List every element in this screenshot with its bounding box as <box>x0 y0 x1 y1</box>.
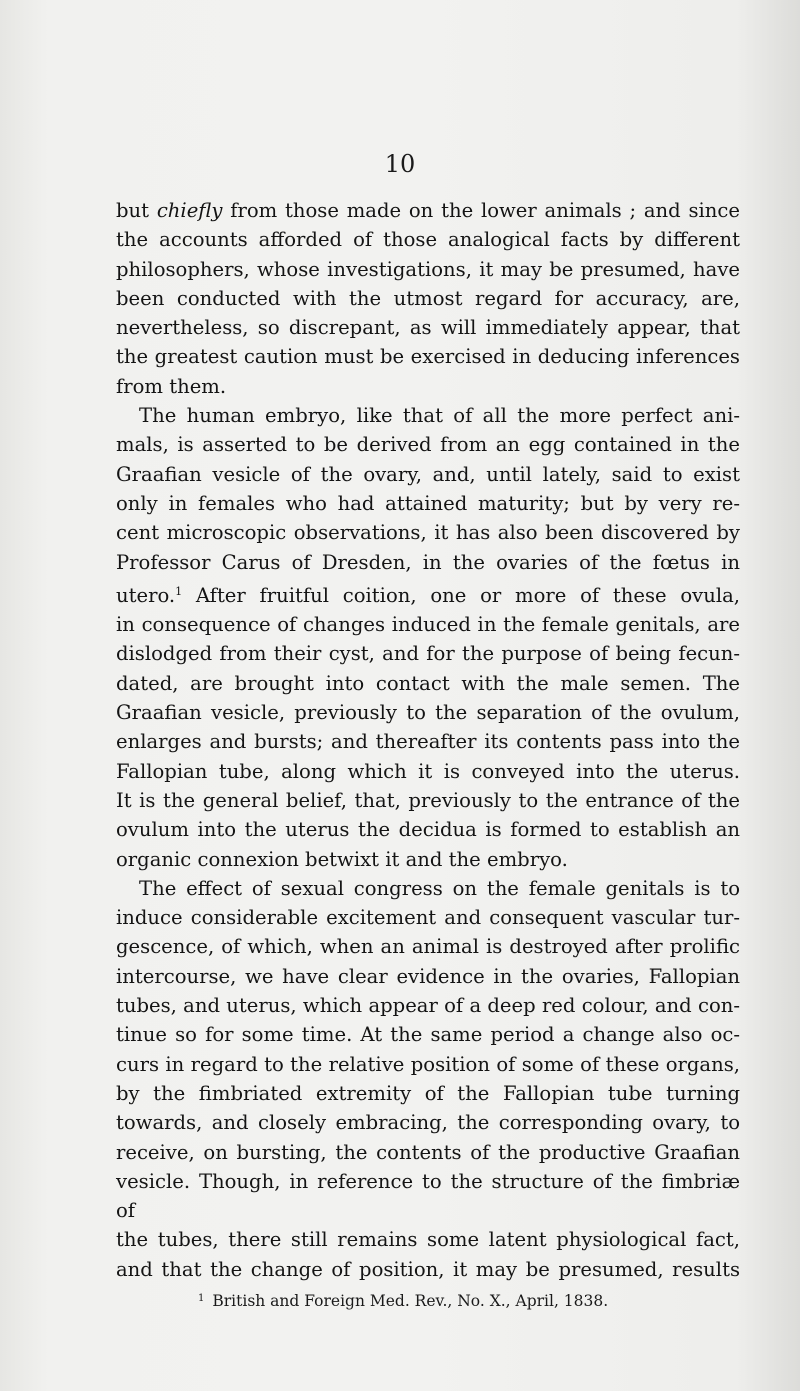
footnote-reference[interactable]: 1 <box>175 584 183 598</box>
emphasis-chiefly: chiefly <box>156 199 223 222</box>
text-line: It is the general belief, that, previously to the entrance of the <box>116 788 740 812</box>
text-line: Graafian vesicle, previously to the separation of the ovulum, <box>116 701 740 725</box>
text-line: enlarges and bursts; and thereafter its contents pass into the <box>116 730 740 754</box>
text-line: The effect of sexual congress on the female genitals is to <box>139 876 740 900</box>
text-line: dislodged from their cyst, and for the purpose of being fecun- <box>116 642 740 666</box>
text-line: induce considerable excitement and consequent vascular tur- <box>116 906 740 930</box>
body-text <box>116 196 740 1284</box>
text-line: nevertheless, so discrepant, as will immediately appear, that <box>116 316 740 340</box>
page-number: 10 <box>384 150 416 178</box>
text-line: only in females who had attained maturity; but by very re- <box>116 491 740 515</box>
footnote <box>198 1289 678 1311</box>
text-line: tinue so for some time. At the same period a change also oc- <box>116 1023 740 1047</box>
text-line: dated, are brought into contact with the male semen. The <box>116 671 740 695</box>
text-line: utero.$^1$ After fruitful coition, one or more of these ovula, <box>116 583 740 607</box>
paragraph-3 <box>116 874 740 1284</box>
text-line: and that the change of position, it may be presumed, results <box>116 1257 740 1281</box>
text-line: by the fimbriated extremity of the Fallopian tube turning <box>116 1081 740 1105</box>
text-line: vesicle. Though, in reference to the structure of the fimbriæ of <box>116 1169 740 1223</box>
text-line: the accounts afforded of those analogical facts by different <box>116 228 740 252</box>
text-line: intercourse, we have clear evidence in the ovaries, Fallopian <box>116 964 740 988</box>
text-line: receive, on bursting, the contents of the productive Graafian <box>116 1140 740 1164</box>
text-line: the tubes, there still remains some latent physiological fact, <box>116 1228 740 1252</box>
text-line: from them. <box>116 374 227 398</box>
text-line: The human embryo, like that of all the more perfect ani- <box>139 404 740 428</box>
text-line: Professor Carus of Dresden, in the ovaries of the fœtus in <box>116 550 740 574</box>
text-line: but chiefly from those made on the lower animals ; and since <box>116 199 740 222</box>
text-line: organic connexion betwixt it and the embryo. <box>116 847 568 871</box>
text-line: cent microscopic observations, it has also been discovered by <box>116 521 740 545</box>
footnote-text: British and Foreign Med. Rev., No. X., April, 1838. <box>212 1292 609 1310</box>
text-line: Fallopian tube, along which it is conveyed into the uterus. <box>116 759 740 783</box>
text-line: in consequence of changes induced in the female genitals, are <box>116 613 740 637</box>
text-line: tubes, and uterus, which appear of a deep red colour, and con- <box>116 994 740 1018</box>
text-line: gescence, of which, when an animal is destroyed after prolific <box>116 935 740 959</box>
text-line: the greatest caution must be exercised in deducing inferences <box>116 345 740 369</box>
text-line: been conducted with the utmost regard for accuracy, are, <box>116 286 740 310</box>
paragraph-2 <box>116 401 740 874</box>
text-line: philosophers, whose investigations, it may be presumed, have <box>116 257 740 281</box>
text-line: Graafian vesicle of the ovary, and, until lately, said to exist <box>116 462 740 486</box>
text-line: towards, and closely embracing, the corresponding ovary, to <box>116 1111 740 1135</box>
text-line: curs in regard to the relative position of some of these organs, <box>116 1052 740 1076</box>
text-line: ovulum into the uterus the decidua is formed to establish an <box>116 818 740 842</box>
footnote-mark: 1 <box>198 1293 205 1304</box>
text-line: mals, is asserted to be derived from an egg contained in the <box>116 433 740 457</box>
paragraph-1 <box>116 196 740 401</box>
